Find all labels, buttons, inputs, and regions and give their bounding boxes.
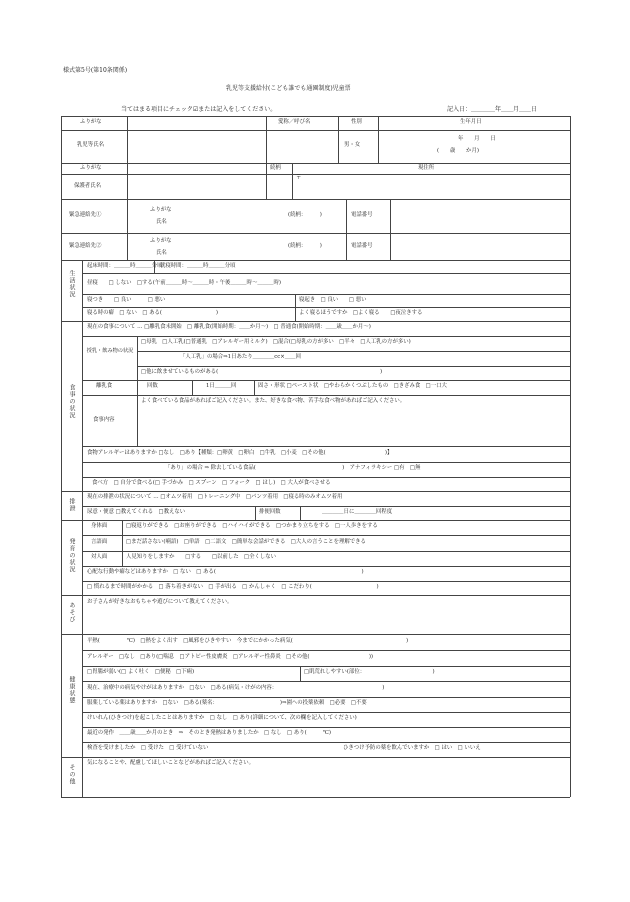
child-name-label: 乳児等氏名 bbox=[77, 142, 104, 148]
meal-content-field[interactable] bbox=[138, 408, 569, 445]
skin-options[interactable]: □肌荒れしやすい(部位： ) bbox=[304, 669, 435, 675]
section-play-label: あそび bbox=[68, 602, 75, 623]
guardian-name-label: 保護者氏名 bbox=[74, 183, 101, 189]
weaning-count-label: 回数 bbox=[147, 383, 158, 389]
prevention-options[interactable]: ひきつけ予防の薬を飲んでいますか □ はい □ いいえ bbox=[343, 745, 481, 751]
excretion-current-options[interactable]: 現在の排泄の状況について … □オムツ着用 □トレーニング中 □パンツ着用 □寝る時のみオムツ着用 bbox=[87, 494, 343, 500]
guardian-furigana-label: ふりがな bbox=[80, 165, 102, 171]
health-allergy-options[interactable]: アレルギー □なし □あり(□喘息 □アトピー性皮膚炎 □アレルギー性鼻炎 □その他( )) bbox=[87, 654, 374, 660]
meal-content-label: 食事内容 bbox=[93, 417, 115, 423]
child-furigana-label: ふりがな bbox=[80, 119, 102, 125]
section-health-label: 健康状態 bbox=[68, 676, 75, 704]
waking-options[interactable]: 寝起き □ 良い □ 悪い bbox=[299, 297, 367, 303]
emergency-1-name-label: 氏名 bbox=[156, 219, 167, 225]
recent-seizure-options[interactable]: 最近の発作 ＿＿歳＿＿か月のとき ⇒ そのとき発熱はありましたか □ なし □ あり( ℃) bbox=[87, 730, 331, 736]
section-excretion-label: 排泄 bbox=[68, 498, 75, 512]
weaning-times[interactable]: 1日＿＿＿回 bbox=[206, 383, 237, 389]
section-life-label: 生活状況 bbox=[68, 270, 75, 298]
seizure-options[interactable]: けいれん(ひきつけ)を起こしたことはありますか □ なし □ あり(詳細について、次の欄を記入してください) bbox=[87, 715, 357, 721]
other-drinks[interactable]: □他に飲ませているものがある( ) bbox=[141, 369, 383, 375]
medicine-options[interactable]: 服薬している薬はありますか □ない □ある(薬名： )⇒園への投薬依頼 □必要 □不要 bbox=[87, 700, 367, 706]
wake-time[interactable]: 起床時間：＿＿＿時＿＿＿分頃 bbox=[87, 263, 163, 269]
feeding-options[interactable]: □母乳 □人工乳(□普通乳 □アレルギー用ミルク) □混合(□母乳の方が多い □半々 □人工乳の方が多い) bbox=[141, 339, 411, 345]
emergency-1-relation[interactable]: (続柄： ) bbox=[288, 212, 322, 218]
meal-content-text: よく食べている食品があればご記入ください。また、好きな食べ物、苦手な食べ物があればご記入ください。 bbox=[141, 398, 406, 404]
entry-date[interactable]: 記入日：＿＿＿＿年＿＿月＿＿日 bbox=[447, 106, 538, 113]
play-field[interactable] bbox=[83, 610, 569, 633]
form-title: 乳児等支援給付(こども誰でも通園制度)児童票 bbox=[226, 85, 351, 92]
child-nickname-field[interactable] bbox=[267, 131, 337, 162]
emergency-2-phone-field[interactable] bbox=[391, 234, 569, 259]
guardian-relation-field[interactable] bbox=[267, 175, 291, 198]
other-field[interactable] bbox=[83, 771, 569, 796]
section-other-label: その他 bbox=[68, 764, 75, 785]
emergency-1-phone-field[interactable] bbox=[391, 200, 569, 232]
sleep-onset-options[interactable]: 寝つき □ 良い □ 悪い bbox=[87, 297, 166, 303]
excretion-notice-options[interactable]: 尿意・便意 □教えてくれる □教えない bbox=[87, 509, 186, 515]
guardian-name-field[interactable] bbox=[128, 175, 265, 198]
sleep-time[interactable]: 就寝時間：＿＿＿時＿＿＿分頃 bbox=[160, 263, 236, 269]
child-birth-label: 生年月日 bbox=[460, 119, 482, 125]
language-options[interactable]: □まだ話さない(喃語) □単語 □二語文 □簡単な会話ができる □大人の言うことを理解できる bbox=[126, 539, 366, 545]
bowel-frequency-label: 排便回数 bbox=[259, 509, 281, 515]
exam-options[interactable]: 検査を受けましたか □ 受けた □ 受けていない bbox=[87, 745, 209, 751]
child-birth-date[interactable]: 年 月 日 bbox=[458, 136, 496, 142]
emergency-1-furigana: ふりがな bbox=[150, 207, 172, 213]
section-development-label: 発育の状況 bbox=[68, 538, 75, 573]
emergency-2-furigana: ふりがな bbox=[150, 238, 172, 244]
guardian-address-label: 現住所 bbox=[418, 165, 435, 171]
treatment-options[interactable]: 現在、治療中の病気やけがはありますか □ない □ある(病気・けがの内容： ) bbox=[87, 685, 385, 691]
sleep-habit-options[interactable]: 寝る時の癖 □ ない □ ある( ) bbox=[87, 310, 219, 316]
adapt-options[interactable]: □ 慣れるまで時間がかかる □ 落ち着きがない □ 手が出る □ かんしゃく □ こだわり( ) bbox=[87, 584, 379, 590]
language-label: 言語面 bbox=[91, 539, 108, 545]
other-text: 気になることや、配慮してほしいことなどがあればご記入ください。 bbox=[87, 760, 255, 766]
emergency-2-phone-label: 電話番号 bbox=[351, 243, 373, 249]
stomach-options[interactable]: □胃腸が弱い(□ よく吐く □便秘 □下痢) bbox=[87, 669, 195, 675]
bowel-frequency-value[interactable]: ＿＿＿＿日に＿＿＿＿回程度 bbox=[322, 509, 393, 515]
child-nickname-label: 愛称／呼び名 bbox=[278, 119, 311, 125]
weaning-label: 離乳食 bbox=[96, 383, 113, 389]
formula-amount[interactable]: 「人工乳」の場合⇒1日あたり＿＿＿＿cc×＿＿回 bbox=[180, 354, 301, 360]
social-options[interactable]: 人見知りをしますか □する □以前した □全くしない bbox=[126, 554, 277, 560]
emergency-1-label: 緊急連絡先① bbox=[69, 212, 102, 218]
child-sex-label: 性別 bbox=[351, 119, 362, 125]
weaning-hardness-options[interactable]: 固さ・形状 □ペースト状 □やわらかくつぶしたもの □きざみ食 □一口大 bbox=[258, 383, 447, 389]
removed-food-field[interactable]: 「あり」の場合 ⇒ 除去している食品( ) アナフィラキシー □有 □無 bbox=[165, 465, 421, 471]
meal-current-options[interactable]: 現在の食事について … □離乳食未開始 □ 離乳食(開始時期：＿＿か月〜) □ 普通食(開始時期：＿＿歳＿＿か月〜) bbox=[87, 324, 371, 330]
eating-way-options[interactable]: 食べ方 □ 自分で食べる(□ 手づかみ □ スプーン □ フォーク □ はし) □ 大人が食べさせる bbox=[92, 480, 331, 486]
social-label: 対人面 bbox=[91, 554, 108, 560]
emergency-2-name-field[interactable] bbox=[180, 234, 285, 259]
form-number: 様式第5号(第10条関係) bbox=[63, 67, 128, 74]
emergency-2-relation[interactable]: (続柄： ) bbox=[288, 243, 322, 249]
body-options[interactable]: □寝返りができる □お座りができる □ハイハイができる □つかまり立ちをする □一人歩きをする bbox=[126, 523, 378, 529]
play-text: お子さんが好きなおもちゃや遊びについて教えてください。 bbox=[87, 599, 233, 605]
emergency-2-name-label: 氏名 bbox=[156, 250, 167, 256]
body-label: 身体面 bbox=[91, 523, 108, 529]
temperature-options[interactable]: 平熱( ℃) □熱をよく出す □風邪をひきやすい 今までにかかった病気( ) bbox=[87, 638, 409, 644]
child-age[interactable]: ( 歳 か月) bbox=[437, 148, 479, 154]
emergency-2-label: 緊急連絡先② bbox=[69, 243, 102, 249]
guardian-address-field[interactable] bbox=[304, 175, 569, 198]
guardian-relation-label: 続柄 bbox=[270, 165, 281, 171]
instruction-text: 当てはまる項目にチェック☑または記入をしてください。 bbox=[121, 106, 277, 113]
food-allergy-options[interactable]: 食物アレルギーはありますか □なし □あり【種類：□卵黄 □卵白 □牛乳 □小麦 □その他( )】 bbox=[87, 450, 393, 456]
child-name-field[interactable] bbox=[128, 131, 265, 162]
child-sex-options[interactable]: 男・女 bbox=[344, 142, 361, 148]
emergency-1-phone-label: 電話番号 bbox=[351, 212, 373, 218]
habits-options[interactable]: 心配な行動や癖などはありますか □ ない □ ある( ) bbox=[87, 569, 364, 575]
section-meal-label: 食事の状況 bbox=[68, 384, 75, 419]
emergency-1-name-field[interactable] bbox=[180, 200, 285, 232]
feeding-label: 授乳・飲み物の状況 bbox=[86, 348, 134, 354]
nap-options[interactable]: 昼寝 □ しない □する(午前＿＿＿時〜＿＿＿時・午後＿＿＿時〜＿＿＿時) bbox=[87, 280, 281, 286]
sleep-well-options[interactable]: よく寝るほうですか □よく寝る □夜泣きする bbox=[299, 310, 423, 316]
postal-mark: 〒 bbox=[296, 175, 302, 181]
